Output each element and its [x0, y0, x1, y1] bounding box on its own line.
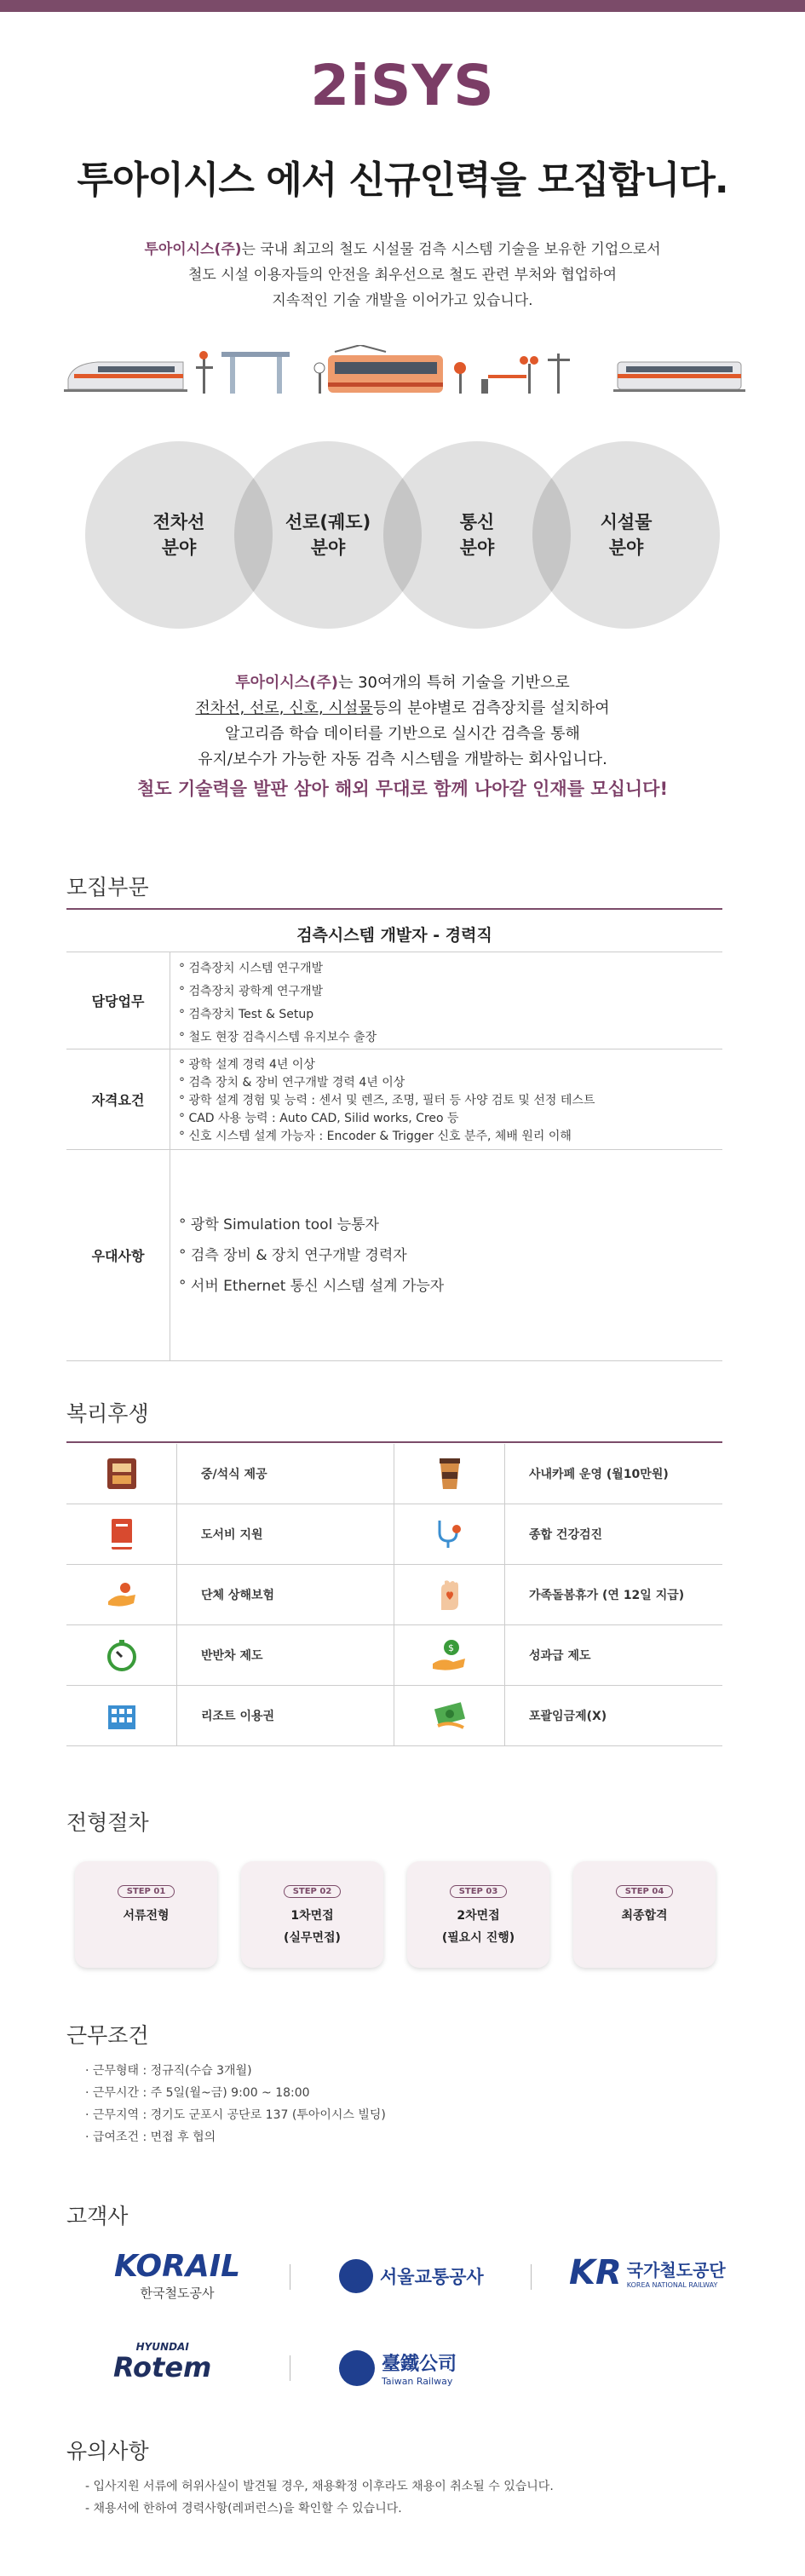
- catenary-icon: [221, 352, 290, 394]
- utility-pole-icon: [548, 354, 570, 394]
- process-step: [75, 1861, 217, 1968]
- slogan: 철도 기술력을 발판 삼아 해외 무대로 함께 나아갈 인재를 모십니다!: [136, 779, 669, 799]
- benefit-label: 도서비 지원: [201, 1528, 263, 1542]
- about-line-1: [0, 670, 805, 696]
- insurance-icon: [66, 1565, 177, 1625]
- row-label: 우대사항: [66, 1150, 170, 1360]
- company-name: 투아이시스(주): [235, 674, 338, 692]
- conditions-list: [85, 2060, 386, 2148]
- korail-name: KORAIL: [113, 2249, 241, 2284]
- benefit-row: [66, 1444, 722, 1504]
- taiwan-railway-icon: [339, 2350, 375, 2386]
- krna-sub: KOREA NATIONAL RAILWAY: [626, 2281, 718, 2289]
- benefit-label: 가족돌봄휴가 (연 12일 지급): [529, 1589, 685, 1602]
- row-content: [170, 1150, 722, 1360]
- step-sublabel: (실무면접): [284, 1931, 341, 1945]
- section-title-conditions: 근무조건: [66, 2023, 149, 2048]
- list-item: ° 광학 Simulation tool 능통자: [179, 1216, 379, 1233]
- taiwan-railway-name: 臺鐵公司: [382, 2354, 457, 2375]
- seoul-metro-name: 서울교통공사: [380, 2267, 484, 2287]
- section-title-process: 전형절차: [66, 1810, 149, 1835]
- signal-light-icon: [314, 363, 325, 394]
- benefit-item: [394, 1504, 722, 1564]
- benefit-item: [66, 1686, 394, 1745]
- section-title-benefits: 복리후생: [66, 1401, 149, 1426]
- care-hand-icon: [394, 1565, 505, 1625]
- list-item: ° 광학 설계 경력 4년 이상: [179, 1058, 315, 1072]
- process-step: [241, 1861, 383, 1968]
- row-content: [170, 1049, 722, 1149]
- krna-icon: KR: [569, 2253, 622, 2292]
- benefit-label: 성과급 제도: [529, 1649, 591, 1663]
- row-content: [170, 952, 722, 1049]
- benefit-label: 종합 건강검진: [529, 1528, 603, 1542]
- company-name: 투아이시스(주): [144, 241, 242, 258]
- section-rule: [66, 908, 722, 910]
- job-title: 검측시스템 개발자 - 경력직: [66, 918, 722, 952]
- process-step: [573, 1861, 716, 1968]
- brand-logo: 2iSYS: [310, 53, 495, 118]
- field-circle-facility: [532, 441, 720, 629]
- stethoscope-icon: [394, 1504, 505, 1565]
- benefit-label: 중/석식 제공: [201, 1468, 267, 1481]
- benefit-item: [66, 1625, 394, 1685]
- benefits-table: [66, 1444, 722, 1746]
- benefit-item: [66, 1444, 394, 1504]
- field-label: 통신: [459, 512, 495, 532]
- rotem-text: Rotem: [113, 2351, 212, 2383]
- coffee-icon: [394, 1444, 505, 1504]
- step-label: 서류전형: [123, 1909, 170, 1923]
- benefit-label: 사내카페 운영 (월10만원): [529, 1468, 669, 1481]
- krna-name: 국가철도공단: [626, 2260, 726, 2280]
- about-line-4: 유지/보수가 가능한 자동 검측 시스템을 개발하는 회사입니다.: [198, 750, 607, 768]
- list-item: ° 철도 현장 검측시스템 유지보수 출장: [179, 1031, 377, 1044]
- notes-list: [85, 2475, 554, 2520]
- recruit-row-duties: [66, 952, 722, 1049]
- benefit-row: [66, 1686, 722, 1746]
- about-line-3: 알고리즘 학습 데이터를 기반으로 실시간 검측을 통해: [225, 725, 580, 743]
- field-label: 분야: [310, 538, 346, 558]
- money-icon: [394, 1686, 505, 1746]
- about-line-2: [0, 696, 805, 722]
- benefit-label: 반반차 제도: [201, 1649, 263, 1663]
- section-title-notes: 유의사항: [66, 2439, 149, 2464]
- process-steps: [75, 1861, 716, 1968]
- bonus-coin-icon: [394, 1625, 505, 1686]
- list-item: ° CAD 사용 능력 : Auto CAD, Silid works, Creo 등: [179, 1112, 459, 1125]
- benefit-row: [66, 1504, 722, 1565]
- field-label: 시설물: [600, 512, 653, 532]
- field-label: 분야: [161, 538, 197, 558]
- step-label: 최종합격: [621, 1909, 668, 1923]
- section-title-clients: 고객사: [66, 2204, 129, 2228]
- about-line-2-rest: 등의 분야별로 검측장치를 설치하여: [372, 699, 610, 717]
- benefit-item: [394, 1625, 722, 1685]
- korail-logo: [96, 2249, 258, 2302]
- recruit-table: [66, 918, 722, 1361]
- train-icon-right: [613, 362, 745, 392]
- process-step: [407, 1861, 549, 1968]
- step-label: 2차면접: [457, 1909, 500, 1923]
- logo-divider: [531, 2264, 532, 2290]
- seoul-metro-logo: [339, 2259, 484, 2293]
- benefit-label: 단체 상해보험: [201, 1589, 275, 1602]
- signal-pole-icon: [196, 351, 213, 394]
- list-item: · 근무형태 : 정규직(수습 3개월): [85, 2064, 252, 2078]
- intro-text: [0, 237, 805, 313]
- recruit-row-requirements: [66, 1049, 722, 1150]
- benefit-item: [66, 1565, 394, 1624]
- row-label: 담당업무: [66, 952, 170, 1049]
- stopwatch-icon: [66, 1625, 177, 1686]
- hyundai-rotem-logo: [113, 2341, 211, 2382]
- benefit-item: [394, 1565, 722, 1624]
- company-description: [0, 670, 805, 773]
- intro-line-1-rest: 는 국내 최고의 철도 시설물 검측 시스템 기술을 보유한 기업으로서: [241, 241, 661, 258]
- krna-logo: [569, 2253, 726, 2292]
- step-label: 1차면접: [290, 1909, 334, 1923]
- benefit-label: 리조트 이용권: [201, 1710, 275, 1723]
- list-item: ° 검측 장비 & 장치 연구개발 경력자: [179, 1246, 407, 1264]
- benefit-row: [66, 1625, 722, 1686]
- stop-sign-icon: [454, 362, 466, 394]
- benefit-row: [66, 1565, 722, 1625]
- train-icon-left: [64, 362, 187, 392]
- intro-line-2: 철도 시설 이용자들의 안전을 최우선으로 철도 관련 부처와 협업하여: [187, 267, 618, 284]
- intro-line-1: [0, 237, 805, 262]
- list-item: · 근무시간 : 주 5일(월~금) 9:00 ~ 18:00: [85, 2086, 310, 2100]
- list-item: ° 검측 장치 & 장비 연구개발 경력 4년 이상: [179, 1076, 405, 1090]
- field-label: 분야: [608, 538, 644, 558]
- benefit-item: [66, 1504, 394, 1564]
- taiwan-railway-logo: [339, 2349, 457, 2387]
- row-label: 자격요건: [66, 1049, 170, 1149]
- field-label: 선로(궤도): [285, 512, 371, 532]
- about-line-1-rest: 는 30여개의 특허 기술을 기반으로: [337, 674, 570, 692]
- field-circles: [85, 441, 720, 629]
- step-badge: STEP 01: [118, 1885, 175, 1898]
- list-item: - 입사지원 서류에 허위사실이 발견될 경우, 채용확정 이후라도 채용이 취소될 수 있습니다.: [85, 2480, 554, 2493]
- step-sublabel: (필요시 진행): [441, 1931, 515, 1945]
- about-fields-underlined: 전차선, 선로, 신호, 시설물: [195, 699, 373, 717]
- list-item: ° 서버 Ethernet 통신 시스템 설계 가능자: [179, 1277, 445, 1295]
- railway-illustration: [64, 345, 745, 405]
- benefit-item: [394, 1444, 722, 1504]
- list-item: · 급여조건 : 면접 후 협의: [85, 2130, 216, 2144]
- intro-line-3: 지속적인 기술 개발을 이어가고 있습니다.: [272, 292, 533, 309]
- list-item: ° 신호 시스템 설계 가능자 : Encoder & Trigger 신호 분주, 체배 원리 이해: [179, 1130, 572, 1143]
- field-label: 분야: [459, 538, 495, 558]
- tram-icon: [328, 345, 443, 393]
- svg-text:$: $: [447, 1642, 454, 1653]
- client-logos: [66, 2249, 739, 2402]
- recruit-row-preferred: [66, 1150, 722, 1361]
- taiwan-railway-sub: Taiwan Railway: [382, 2376, 453, 2387]
- crossing-gate-icon: [481, 356, 538, 394]
- benefit-label: 포괄임금제(X): [529, 1710, 607, 1723]
- field-label: 전차선: [152, 512, 205, 532]
- list-item: ° 검측장치 광학계 연구개발: [179, 985, 324, 998]
- list-item: ° 광학 설계 경험 및 능력 : 센서 및 렌즈, 조명, 필터 등 사양 검토 및 선정 테스트: [179, 1094, 595, 1107]
- meal-icon: [66, 1444, 177, 1504]
- list-item: ° 검측장치 시스템 연구개발: [179, 962, 324, 975]
- benefit-item: [394, 1686, 722, 1745]
- seoul-metro-icon: [339, 2259, 373, 2293]
- top-accent-bar: [0, 0, 805, 12]
- resort-icon: [66, 1686, 177, 1746]
- list-item: · 근무지역 : 경기도 군포시 공단로 137 (투아이시스 빌딩): [85, 2108, 386, 2122]
- korail-sub: 한국철도공사: [140, 2286, 215, 2301]
- step-badge: STEP 04: [616, 1885, 674, 1898]
- step-badge: STEP 03: [450, 1885, 508, 1898]
- hyundai-text: HYUNDAI: [135, 2341, 189, 2353]
- list-item: - 채용서에 한하여 경력사항(레퍼런스)을 확인할 수 있습니다.: [85, 2502, 402, 2516]
- list-item: ° 검측장치 Test & Setup: [179, 1008, 314, 1021]
- page-headline: 투아이시스 에서 신규인력을 모집합니다.: [77, 158, 728, 202]
- section-title-recruit: 모집부문: [66, 875, 149, 900]
- book-icon: [66, 1504, 177, 1565]
- step-badge: STEP 02: [284, 1885, 342, 1898]
